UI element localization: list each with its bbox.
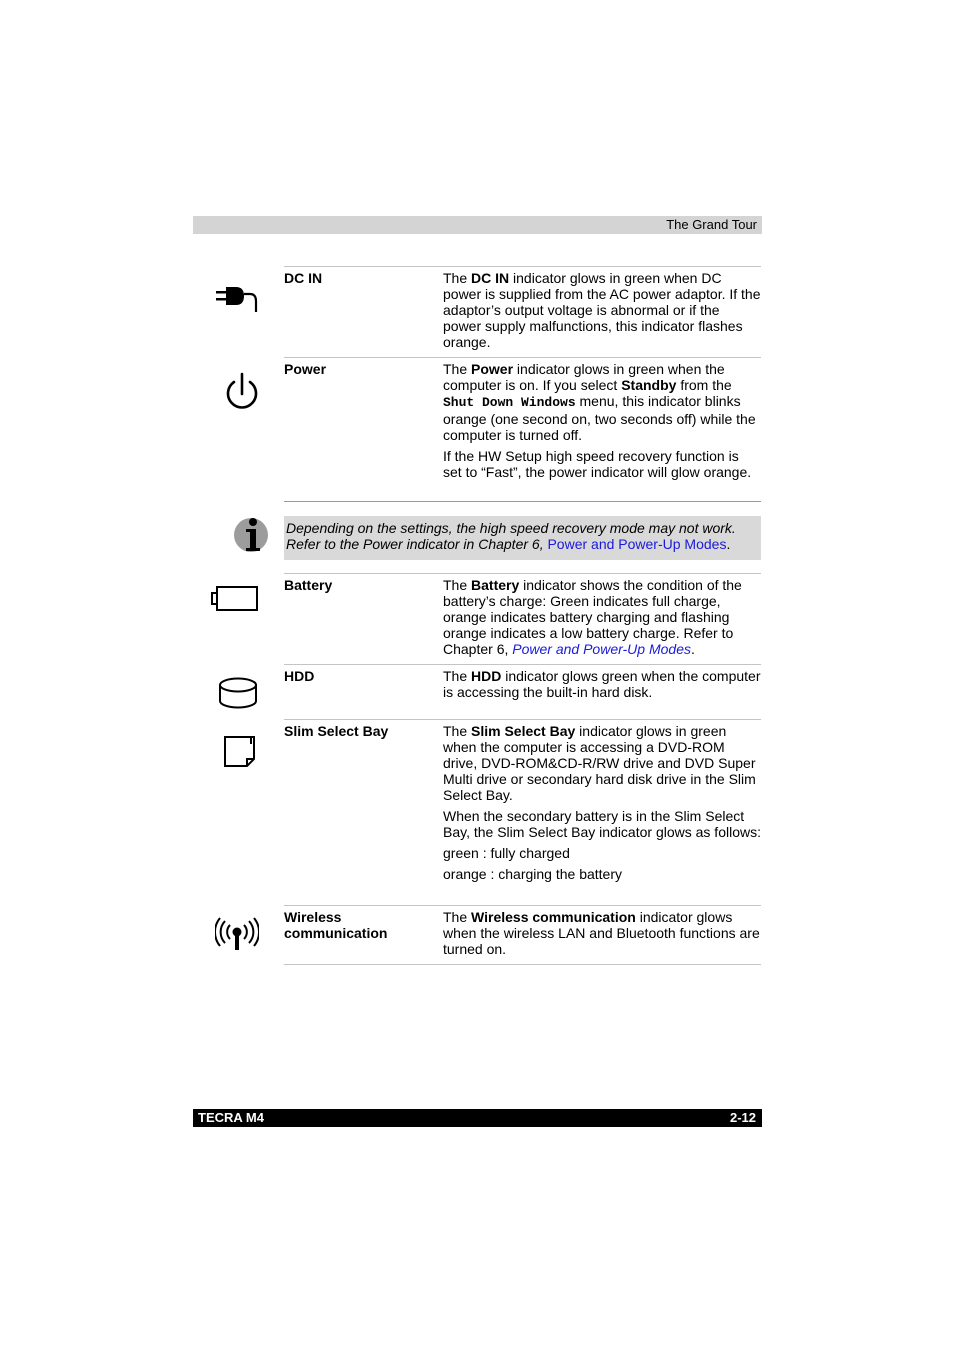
page-header: [193, 216, 762, 234]
slim-select-bay-icon: [222, 734, 258, 768]
note-text: Depending on the settings, the high speed recovery mode may not work. Refer to the Power indicator in Chapter 6, Power and Power-Up Modes.: [286, 520, 736, 552]
table-bottom-divider: [284, 964, 761, 965]
indicator-row-power: [284, 357, 761, 502]
note-box: [284, 516, 761, 560]
dc-in-plug-icon: [214, 279, 260, 313]
indicator-row-battery: [284, 573, 761, 665]
indicator-name: Power: [284, 361, 327, 377]
menu-name: Shut Down Windows: [443, 395, 576, 410]
page-number: 2-12: [729, 1110, 756, 1125]
indicator-description: The Slim Select Bay indicator glows in green when the computer is accessing a DVD-ROM drive, DVD-ROM&CD-R/RW drive and DVD Super Multi drive or secondary hard disk drive in the Slim Select Bay. When the secondary battery is in the Slim Select Bay, the Slim Select Bay indicator glows as follows: green : fully charged orange : charging the battery: [443, 723, 761, 882]
indicator-description: The DC IN indicator glows in green when DC power is supplied from the AC power adaptor. If the adaptor’s output voltage is abnormal or if the power supply malfunctions, this indicator flashes orange.: [443, 270, 761, 350]
indicator-description: The HDD indicator glows green when the computer is accessing the built-in hard disk.: [443, 668, 761, 700]
page-footer: [193, 1109, 762, 1127]
indicator-row-dc-in: [284, 266, 761, 357]
indicator-description: The Battery indicator shows the condition of the battery’s charge: Green indicates full charge, orange indicates battery charging and flashing orange indicates a low battery charge. Refer to Chapter 6, Power and Power-Up Modes.: [443, 577, 742, 657]
indicator-description: The Wireless communication indicator glows when the wireless LAN and Bluetooth functions are turned on.: [443, 909, 760, 957]
section-title: The Grand Tour: [666, 217, 757, 232]
wireless-antenna-icon: [215, 916, 259, 952]
indicator-name: Wireless communication: [284, 909, 388, 941]
indicator-row-hdd: [284, 664, 761, 720]
indicator-name: Slim Select Bay: [284, 723, 389, 739]
power-modes-link[interactable]: Power and Power-Up Modes: [512, 641, 691, 657]
indicator-name: DC IN: [284, 270, 323, 286]
indicator-name: Battery: [284, 577, 333, 593]
indicator-name: HDD: [284, 668, 315, 684]
product-name: TECRA M4: [198, 1110, 264, 1125]
hdd-cylinder-icon: [217, 676, 261, 712]
indicator-row-slim-select-bay: [284, 719, 761, 906]
power-icon: [222, 372, 262, 416]
indicator-description: The Power indicator glows in green when the computer is on. If you select Standby from the Shut Down Windows menu, this indicator blinks orange (one second on, two seconds off) while the computer is turned off. If the HW Setup high speed recovery function is set to “Fast”, the power indicator will glow orange.: [443, 361, 756, 480]
info-icon: [232, 516, 272, 554]
indicator-row-wireless: [284, 905, 761, 964]
battery-icon: [210, 585, 260, 613]
power-modes-link[interactable]: Power and Power-Up Modes: [547, 536, 727, 552]
section-divider: [284, 501, 761, 502]
